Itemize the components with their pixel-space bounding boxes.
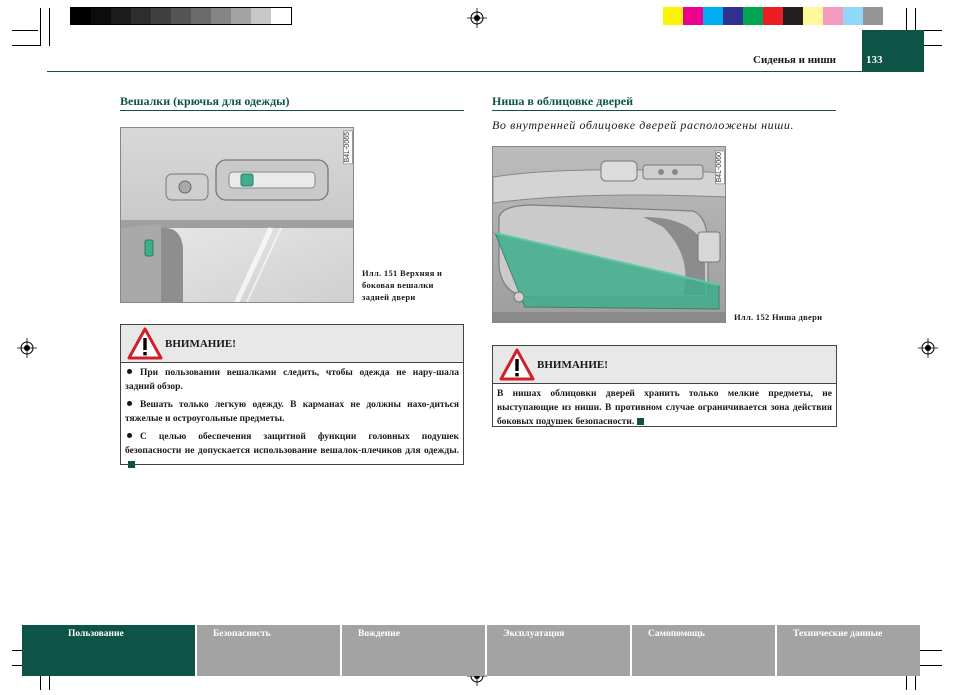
- registration-mark-icon: [918, 338, 938, 358]
- color-swatch: [743, 7, 763, 25]
- color-swatch: [803, 7, 823, 25]
- grayscale-calibration-bar: [70, 7, 292, 25]
- caption-line: Илл. 151 Верхняя и: [362, 268, 443, 278]
- door-hangers-illustration: [121, 128, 354, 303]
- registration-mark-icon: [467, 8, 487, 28]
- warning-item-text: С целью обеспечения защитной функции головных подушек безопасности не допускается использование вешалок-плечиков для одежды.: [125, 432, 459, 456]
- nav-tab-technical-data[interactable]: Технические данные: [777, 625, 920, 676]
- gray-swatch: [271, 8, 291, 24]
- section-title-door-niche: Ниша в облицовке дверей: [492, 94, 634, 108]
- warning-item: [125, 398, 459, 426]
- color-calibration-bar: [663, 7, 883, 25]
- color-swatch: [783, 7, 803, 25]
- door-niche-illustration: [493, 147, 726, 323]
- end-of-section-icon: [637, 418, 644, 425]
- warning-item-text: Вешать только легкую одежду. В карманах не должны нахо-диться тяжелые и остроугольные предметы.: [125, 400, 459, 424]
- gray-swatch: [211, 8, 231, 24]
- figure-code: B4L-0065: [344, 132, 351, 163]
- figure-152-caption: Илл. 152 Ниша двери: [734, 312, 823, 322]
- warning-box-door-niche: [492, 345, 837, 427]
- running-header: Сиденья и ниши: [753, 54, 836, 66]
- warning-item: [125, 366, 459, 394]
- warning-item: [125, 430, 459, 472]
- footer-chapter-nav: [22, 625, 920, 676]
- bullet-icon: [127, 369, 132, 374]
- caption-line: задней двери: [362, 292, 416, 302]
- nav-tab-driving[interactable]: Вождение: [342, 625, 485, 676]
- end-of-section-icon: [128, 461, 135, 468]
- gray-swatch: [71, 8, 91, 24]
- warning-triangle-icon: [127, 327, 163, 361]
- nav-tab-maintenance[interactable]: Эксплуатация: [487, 625, 630, 676]
- figure-152-door-niche: [492, 146, 726, 323]
- warning-title: ВНИМАНИЕ!: [537, 359, 608, 371]
- gray-swatch: [231, 8, 251, 24]
- section-rule: [120, 110, 464, 111]
- warning-text: В нишах облицовки дверей хранить только мелкие предметы, не выступающие из ниши. В противном случае ограничивается зона действия боковых подушек безопасности.: [497, 389, 832, 427]
- section-title-hangers: Вешалки (крючья для одежды): [120, 94, 290, 108]
- color-swatch: [703, 7, 723, 25]
- warning-header: [493, 346, 836, 384]
- warning-title: ВНИМАНИЕ!: [165, 338, 236, 350]
- warning-box-hangers: [120, 324, 464, 465]
- color-swatch: [843, 7, 863, 25]
- bullet-icon: [127, 433, 132, 438]
- warning-body: [121, 363, 463, 479]
- registration-mark-icon: [17, 338, 37, 358]
- color-swatch: [763, 7, 783, 25]
- warning-body: [493, 384, 836, 436]
- gray-swatch: [91, 8, 111, 24]
- warning-text-paragraph: [497, 387, 832, 429]
- color-swatch: [663, 7, 683, 25]
- figure-151-caption: [362, 267, 442, 303]
- gray-swatch: [131, 8, 151, 24]
- caption-line: боковая вешалки: [362, 280, 434, 290]
- color-swatch: [823, 7, 843, 25]
- color-swatch: [863, 7, 883, 25]
- gray-swatch: [151, 8, 171, 24]
- page-number: 133: [866, 54, 883, 66]
- warning-triangle-icon: [499, 348, 535, 382]
- figure-code: B4L-0060: [716, 152, 723, 183]
- gray-swatch: [251, 8, 271, 24]
- color-swatch: [723, 7, 743, 25]
- gray-swatch: [111, 8, 131, 24]
- intro-text: Во внутренней облицовке дверей расположены ниши.: [492, 118, 795, 132]
- nav-tab-usage[interactable]: Пользование: [22, 625, 195, 676]
- warning-header: [121, 325, 463, 363]
- gray-swatch: [171, 8, 191, 24]
- gray-swatch: [191, 8, 211, 24]
- header-rule: [47, 71, 924, 72]
- color-swatch: [683, 7, 703, 25]
- nav-tab-self-help[interactable]: Самопомощь: [632, 625, 775, 676]
- figure-151-hangers: [120, 127, 354, 303]
- warning-item-text: При пользовании вешалками следить, чтобы одежда не нару-шала задний обзор.: [125, 368, 459, 392]
- section-rule: [492, 110, 836, 111]
- nav-tab-safety[interactable]: Безопасность: [197, 625, 340, 676]
- bullet-icon: [127, 401, 132, 406]
